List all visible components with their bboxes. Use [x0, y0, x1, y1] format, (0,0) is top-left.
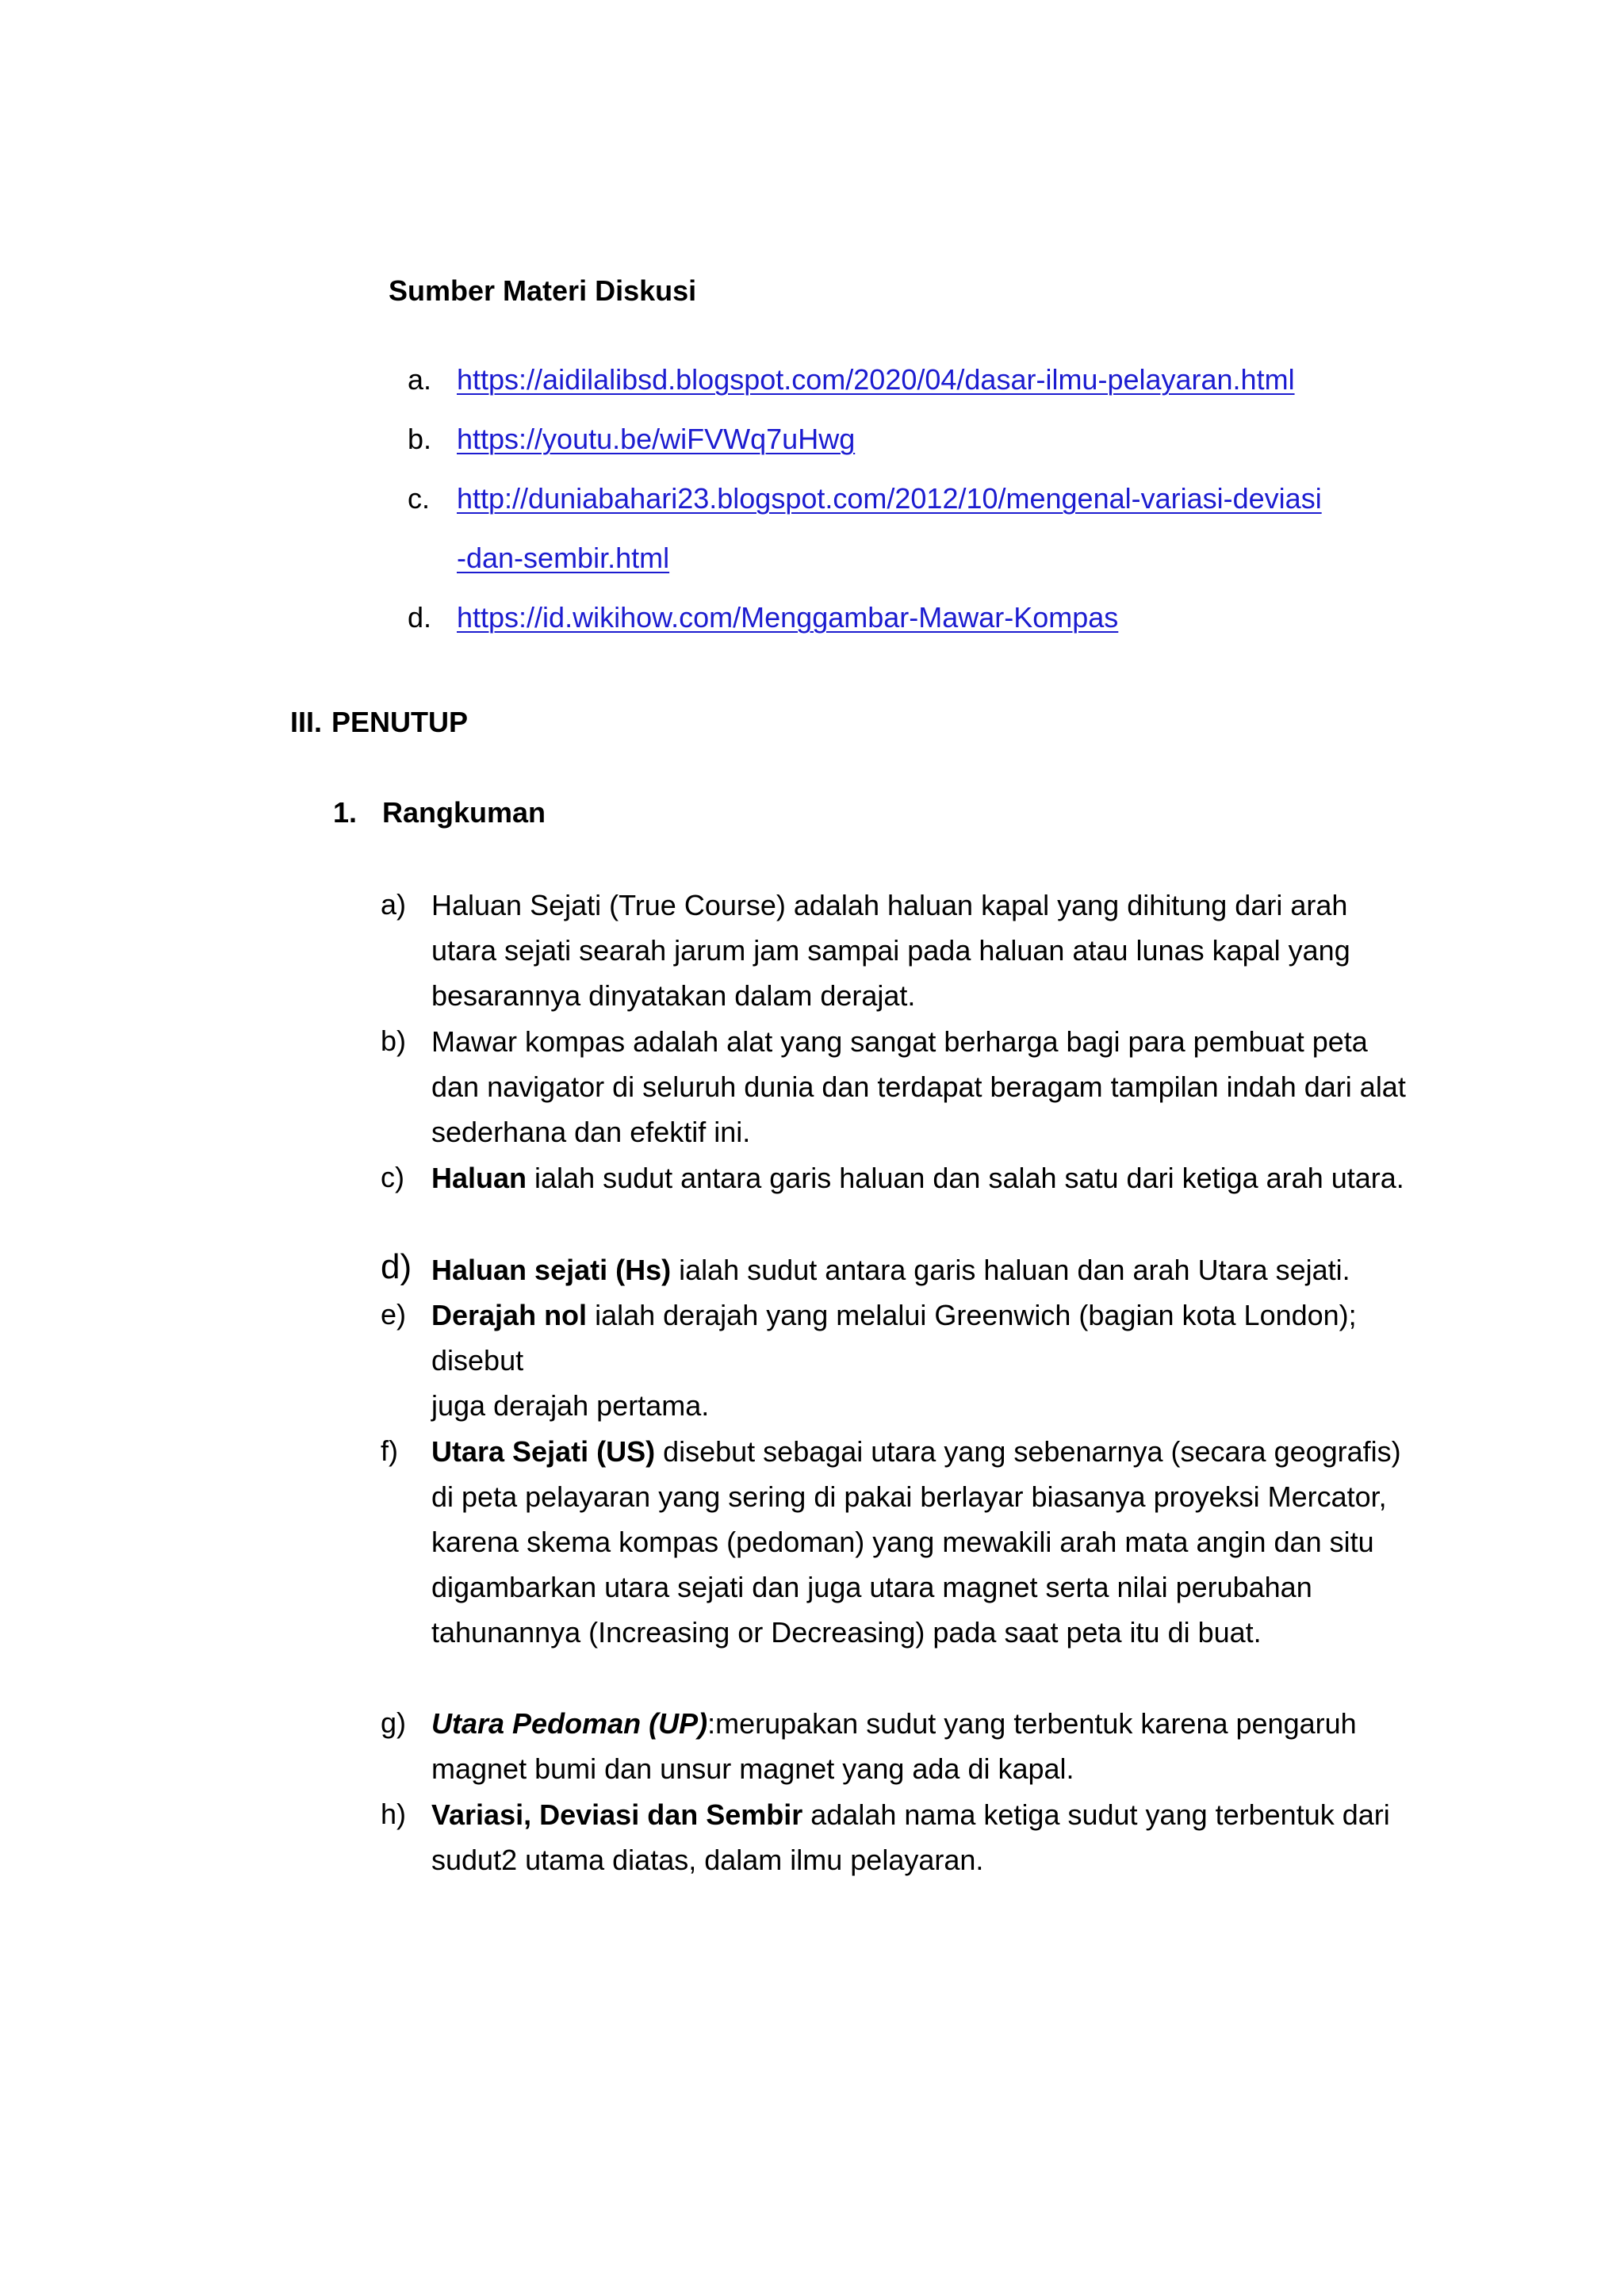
sources-heading: Sumber Materi Diskusi: [389, 274, 697, 307]
summary-item-g-text: :merupakan sudut yang terbentuk karena pengaruh magnet bumi dan unsur magnet yang ada di kapal.: [431, 1707, 1357, 1785]
summary-item-a-text: Haluan Sejati (True Course) adalah haluan kapal yang dihitung dari arah utara sejati searah jarum jam sampai pada haluan atau lunas kapal yang besarannya dinyatakan dalam derajat.: [431, 889, 1350, 1012]
summary-marker-c: c): [381, 1161, 404, 1193]
summary-item-b-text: Mawar kompas adalah alat yang sangat berharga bagi para pembuat peta dan navigator di seluruh dunia dan terdapat beragam tampilan indah dari alat sederhana dan efektif ini.: [431, 1025, 1406, 1148]
summary-marker-b: b): [381, 1024, 407, 1057]
source-link-b[interactable]: https://youtu.be/wiFVWq7uHwg: [457, 423, 856, 455]
summary-marker-h: h): [381, 1798, 407, 1830]
summary-item-e-text-continued: juga derajah pertama.: [431, 1389, 710, 1422]
source-marker-b: b.: [408, 423, 432, 455]
summary-item-e-term: Derajah nol: [431, 1299, 588, 1331]
subsection-number: 1.: [333, 796, 358, 829]
source-link-d[interactable]: https://id.wikihow.com/Menggambar-Mawar-Kompas: [457, 601, 1119, 634]
subsection-title: Rangkuman: [382, 796, 546, 829]
summary-item-e-text: ialah derajah yang melalui Greenwich (bagian kota London); disebut: [431, 1299, 1357, 1377]
section-title: PENUTUP: [331, 706, 469, 738]
summary-marker-g: g): [381, 1706, 407, 1739]
summary-item-h-term: Variasi, Deviasi dan Sembir: [431, 1798, 803, 1831]
summary-item-c-text: ialah sudut antara garis haluan dan salah satu dari ketiga arah utara.: [527, 1162, 1404, 1194]
source-marker-a: a.: [408, 363, 432, 396]
summary-item-c-term: Haluan: [431, 1162, 527, 1194]
summary-item-b: [431, 1019, 1407, 1155]
summary-item-g: [431, 1701, 1407, 1791]
section-number: III.: [290, 706, 323, 738]
summary-item-a: [431, 883, 1407, 1018]
summary-item-c: [431, 1155, 1407, 1201]
source-link-a[interactable]: https://aidilalibsd.blogspot.com/2020/04/dasar-ilmu-pelayaran.html: [457, 363, 1295, 396]
summary-item-f: [431, 1429, 1407, 1655]
source-marker-c: c.: [408, 482, 431, 515]
summary-item-d: [431, 1247, 1407, 1293]
summary-marker-a: a): [381, 888, 407, 921]
summary-item-d-term: Haluan sejati (Hs): [431, 1254, 672, 1286]
summary-marker-d: d): [381, 1247, 412, 1286]
source-link-c[interactable]: http://duniabahari23.blogspot.com/2012/10/mengenal-variasi-deviasi: [457, 482, 1322, 515]
summary-item-g-term: Utara Pedoman (UP): [431, 1707, 708, 1740]
summary-item-f-term: Utara Sejati (US): [431, 1435, 656, 1468]
source-marker-d: d.: [408, 601, 432, 634]
summary-item-d-text: ialah sudut antara garis haluan dan arah Utara sejati.: [671, 1254, 1350, 1286]
summary-item-h-text: adalah nama ketiga sudut yang terbentuk dari sudut2 utama diatas, dalam ilmu pelayaran.: [431, 1798, 1390, 1876]
summary-item-f-text: disebut sebagai utara yang sebenarnya (secara geografis) di peta pelayaran yang sering di pakai berlayar biasanya proyeksi Mercator, karena skema kompas (pedoman) yang mewakili arah mata angin dan situ digambarkan utara sejati dan juga utara magnet serta nilai perubahan tahunannya (Increasing or Decreasing) pada saat peta itu di buat.: [431, 1435, 1401, 1649]
summary-item-e: [431, 1293, 1407, 1428]
summary-marker-f: f): [381, 1434, 398, 1467]
summary-marker-e: e): [381, 1298, 407, 1331]
source-link-c-continued[interactable]: -dan-sembir.html: [457, 542, 670, 574]
summary-item-h: [431, 1792, 1407, 1882]
